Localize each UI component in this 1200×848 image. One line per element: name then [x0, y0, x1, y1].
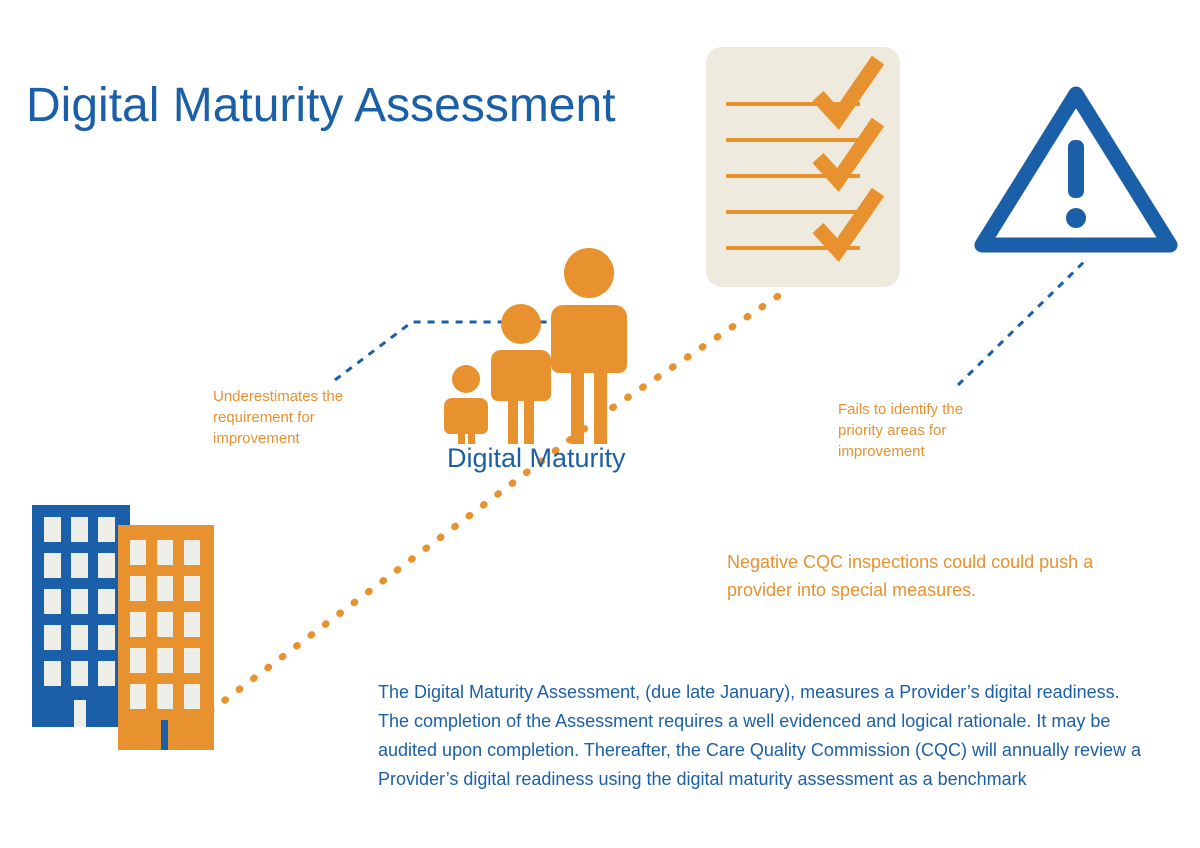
warning-triangle-icon	[982, 94, 1170, 245]
orange-dotted-connector	[196, 288, 790, 722]
people-growth-icon	[444, 248, 627, 444]
people-label: Digital Maturity	[447, 443, 626, 473]
annotation-underestimates: Underestimates the requirement for improvement	[213, 388, 344, 447]
office-buildings-icon	[32, 505, 214, 750]
annotation-cqc-inspections: Negative CQC inspections could could push a provider into special measures.	[727, 552, 1094, 600]
blue-dashed-connector-right	[958, 258, 1088, 385]
body-paragraph: The Digital Maturity Assessment, (due late January), measures a Provider’s digital readiness. The completion of the Assessment requires a well evidenced and logical rationale. It may be audited upon completion. Thereafter, the Care Quality Commission (CQC) will annually review a Provider’s digital readiness using the digital maturity assessment as a benchmark	[378, 682, 1142, 789]
checklist-clipboard-icon	[706, 47, 900, 287]
annotation-fails-to-identify: Fails to identify the priority areas for improvement	[838, 401, 964, 460]
page-title: Digital Maturity Assessment	[26, 79, 616, 132]
